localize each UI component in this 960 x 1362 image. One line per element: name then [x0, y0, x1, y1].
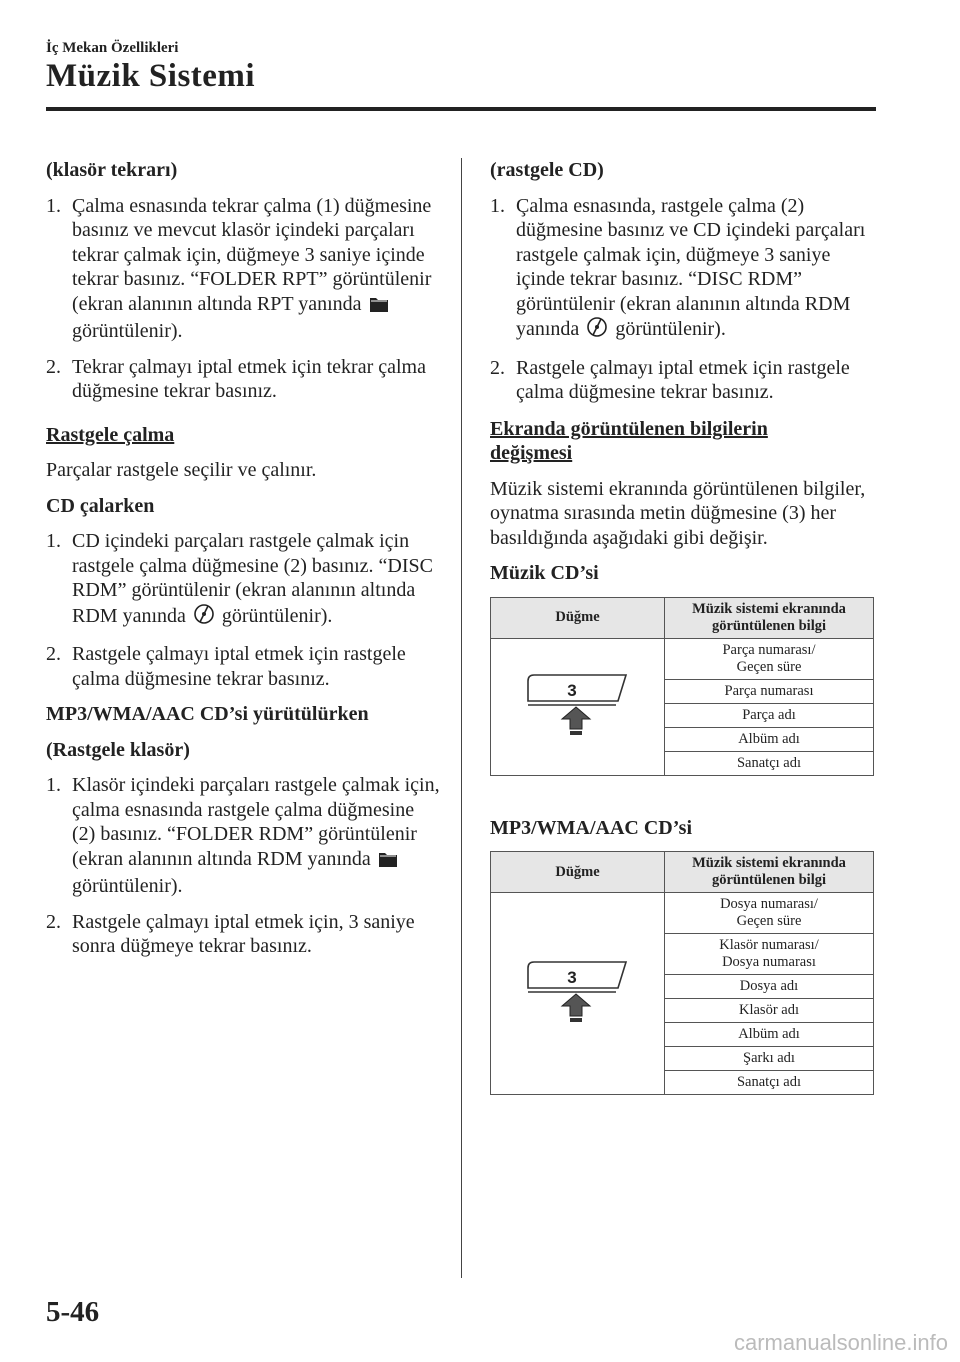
info-line: Sanatçı adı: [736, 1074, 802, 1090]
info-cell: [665, 727, 874, 751]
header-button-label: Düğme: [555, 609, 600, 625]
disc-icon: [193, 603, 215, 632]
step-text: Rastgele çalmayı iptal etmek için rastgele çalma düğmesine tekrar basınız.: [516, 356, 850, 403]
step-number: 1.: [46, 194, 61, 217]
table-header-row: [491, 597, 874, 638]
display-change-heading: [490, 417, 878, 466]
step-text-end: görüntülenir).: [72, 320, 183, 342]
info-line: Dosya numarası: [722, 954, 816, 970]
info-cell: [665, 638, 874, 679]
cd-playing-heading: CD çalarken: [46, 494, 155, 517]
info-line: Albüm adı: [738, 730, 800, 747]
step-1: [46, 773, 441, 899]
folder-repeat-heading: (klasör tekrarı): [46, 159, 178, 181]
info-line: Parça numarası: [724, 682, 814, 699]
info-cell: [665, 1071, 874, 1095]
random-folder-heading: (Rastgele klasör): [46, 738, 190, 761]
table-header-row: [491, 852, 874, 893]
info-cell: [665, 893, 874, 934]
mp3-cd-table: [490, 851, 874, 1095]
breadcrumb: İç Mekan Özellikleri: [46, 40, 179, 56]
step-2: [46, 642, 441, 691]
text-button-label: 3: [566, 681, 577, 700]
text-button-label: 3: [566, 968, 577, 987]
header-button: [491, 597, 665, 638]
step-number: 2.: [490, 356, 505, 379]
random-cd-heading: (rastgele CD): [490, 159, 604, 181]
info-cell: [665, 975, 874, 999]
column-divider: [461, 158, 462, 1278]
table-row: [491, 893, 874, 934]
step-text: Tekrar çalmayı iptal etmek için tekrar çalma düğmesine tekrar basınız.: [72, 355, 426, 402]
step-number: 2.: [46, 355, 61, 378]
header-info-line-1: Müzik sistemi ekranında: [692, 600, 846, 617]
music-cd-heading: Müzik CD’si: [490, 562, 599, 584]
info-line: Sanatçı adı: [736, 754, 802, 771]
info-line: Klasör adı: [739, 1002, 799, 1018]
step-text: Çalma esnasında tekrar çalma (1) düğmesine basınız ve mevcut klasör içindeki parçaları tekrar çalmak için, düğmeye 3 saniye içinde tekrar basınız. “FOLDER RPT” görüntülenir (ekran alanının altında RPT yanında: [72, 194, 432, 315]
display-change-heading-line-2: değişmesi: [490, 442, 573, 464]
header-info-line-2: görüntülenen bilgi: [711, 617, 826, 634]
random-play-heading: Rastgele çalma: [46, 423, 175, 446]
cd-steps: [46, 529, 441, 691]
disc-icon: [586, 316, 608, 345]
folder-repeat-steps: [46, 194, 441, 404]
info-line: Geçen süre: [736, 913, 802, 929]
step-1: [46, 194, 441, 344]
info-line: Şarkı adı: [743, 1050, 795, 1066]
info-cell: [665, 1047, 874, 1071]
step-2: [46, 355, 441, 404]
info-line: Klasör numarası/: [719, 937, 819, 953]
step-1: [46, 529, 441, 631]
info-line: Parça numarası/: [722, 641, 816, 658]
left-column: [46, 158, 441, 970]
info-cell: [665, 679, 874, 703]
folder-icon: [369, 295, 389, 320]
display-change-heading-line-1: Ekranda görüntülenen bilgilerin: [490, 417, 768, 440]
step-text-end: görüntülenir).: [221, 604, 333, 627]
header-button: [491, 852, 665, 893]
step-number: 1.: [490, 194, 505, 217]
mp3-cd-heading: MP3/WMA/AAC CD’si: [490, 816, 693, 839]
random-folder-steps: [46, 773, 441, 959]
page-title: Müzik Sistemi: [46, 58, 256, 94]
step-text-end: görüntülenir).: [615, 318, 726, 340]
info-cell: [665, 703, 874, 727]
info-cell: [665, 999, 874, 1023]
random-cd-steps: [490, 194, 878, 405]
info-line: Parça adı: [742, 706, 796, 723]
step-number: 1.: [46, 530, 61, 552]
text-button-illustration: [491, 893, 665, 1095]
step-text: Rastgele çalmayı iptal etmek için rastgele çalma düğmesine tekrar basınız.: [72, 643, 406, 690]
info-line: Dosya adı: [739, 978, 799, 994]
page-number: 5-46: [46, 1296, 100, 1328]
header-info: [665, 597, 874, 638]
header-info-line-1: Müzik sistemi ekranında: [692, 855, 846, 871]
step-text: Rastgele çalmayı iptal etmek için, 3 saniye sonra düğmeye tekrar basınız.: [72, 910, 415, 957]
step-2: [490, 356, 878, 405]
info-cell: [665, 751, 874, 775]
info-line: Geçen süre: [736, 658, 802, 675]
display-change-text: Müzik sistemi ekranında görüntülenen bilgiler, oynatma sırasında metin düğmesine (3) her basıldığında aşağıdaki gibi değişir.: [490, 477, 866, 549]
step-text: Çalma esnasında, rastgele çalma (2) düğmesine basınız ve CD içindeki parçaları rastgele çalmak için, düğmeye 3 saniye içinde tekrar basınız. “DISC RDM” görüntülenir (ekran alanının altında RDM yanında: [516, 194, 866, 340]
step-text: Klasör içindeki parçaları rastgele çalmak için, çalma esnasında rastgele çalma düğmesine (2) basınız. “FOLDER RDM” görüntülenir (ekran alanının altında RDM yanında: [72, 774, 440, 870]
step-2: [46, 910, 441, 959]
header-info-line-2: görüntülenen bilgi: [711, 872, 826, 888]
table-row: [491, 638, 874, 679]
info-line: Albüm adı: [738, 1026, 800, 1042]
info-cell: [665, 934, 874, 975]
info-line: Dosya numarası/: [720, 896, 818, 912]
folder-icon: [378, 850, 398, 875]
watermark: carmanualsonline.info: [733, 1330, 948, 1355]
music-cd-table: [490, 597, 874, 776]
header-button-label: Düğme: [555, 863, 600, 880]
step-number: 1.: [46, 774, 61, 796]
right-column: [490, 158, 878, 1095]
step-1: [490, 194, 878, 345]
step-number: 2.: [46, 910, 61, 933]
step-number: 2.: [46, 643, 61, 665]
mp3-playing-heading: MP3/WMA/AAC CD’si yürütülürken: [46, 703, 369, 725]
step-text-end: görüntülenir).: [72, 875, 183, 897]
random-play-intro: Parçalar rastgele seçilir ve çalınır.: [46, 459, 317, 481]
header-info: [665, 852, 874, 893]
step-text: CD içindeki parçaları rastgele çalmak için rastgele çalma düğmesine (2) basınız. “DISC RDM” görüntülenir (ekran alanının altında RDM yanında: [72, 530, 433, 627]
text-button-illustration: [491, 638, 665, 775]
info-cell: [665, 1023, 874, 1047]
title-rule: [46, 107, 876, 111]
